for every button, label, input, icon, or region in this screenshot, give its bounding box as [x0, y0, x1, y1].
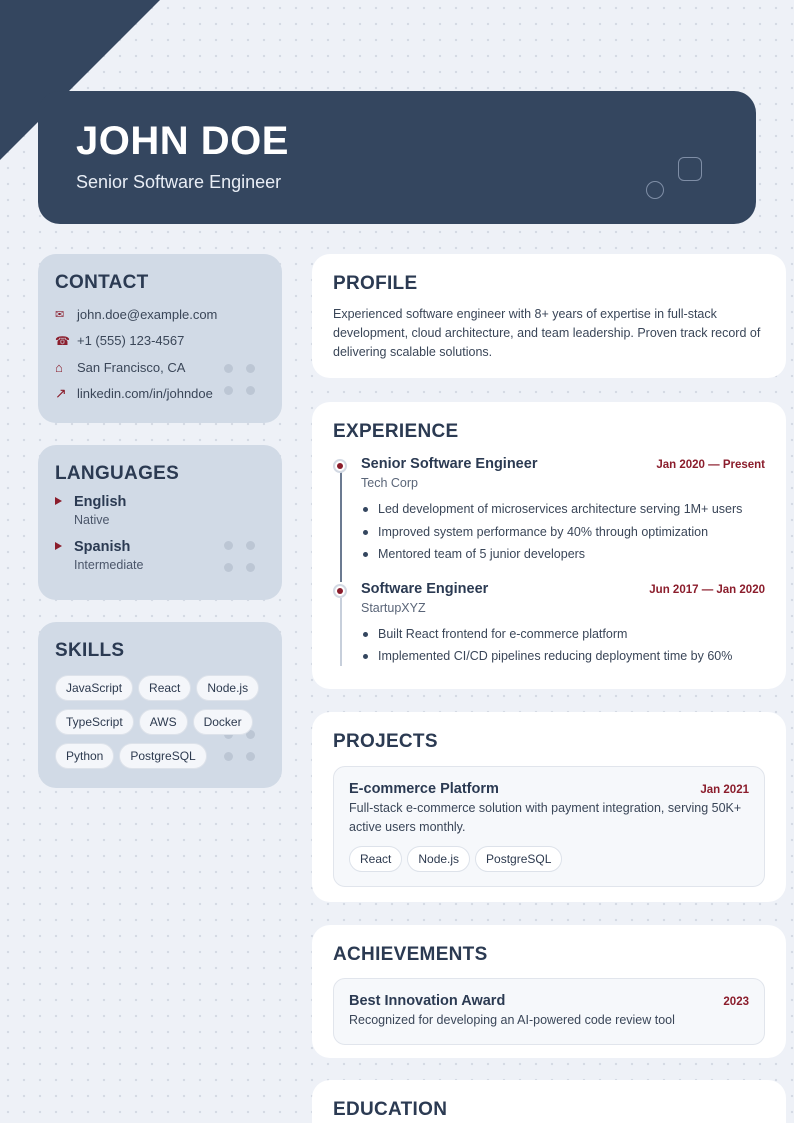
project-date: Jan 2021 — [700, 784, 749, 796]
skill-chip: React — [138, 675, 191, 701]
achievement-description: Recognized for developing an AI-powered code review tool — [349, 1013, 675, 1027]
language-name: English — [74, 494, 127, 510]
experience-bullet: Implemented CI/CD pipelines reducing deployment time by 60% — [361, 645, 765, 668]
project-tag: PostgreSQL — [475, 846, 562, 872]
experience-bullet: Built React frontend for e-commerce platform — [361, 623, 765, 646]
contact-heading: CONTACT — [55, 272, 149, 293]
phone-icon: ☎ — [55, 333, 70, 348]
job-title: Senior Software Engineer — [76, 172, 282, 192]
experience-date: Jan 2020 — Present — [656, 459, 765, 471]
profile-heading: PROFILE — [333, 273, 418, 294]
experience-company: Tech Corp — [361, 476, 418, 490]
skill-chip: Docker — [193, 709, 253, 735]
contact-linkedin-text: linkedin.com/in/johndoe — [77, 386, 213, 402]
experience-card — [312, 402, 786, 689]
experience-item — [333, 456, 765, 566]
experience-date: Jun 2017 — Jan 2020 — [649, 583, 765, 596]
contact-phone[interactable] — [55, 328, 265, 355]
projects-heading: PROJECTS — [333, 731, 438, 752]
resume-header — [38, 91, 756, 224]
language-level: Intermediate — [74, 558, 144, 572]
skills-heading: SKILLS — [55, 640, 125, 661]
full-name: JOHN DOE — [76, 119, 289, 163]
experience-bullets — [361, 498, 765, 566]
achievements-heading: ACHIEVEMENTS — [333, 944, 488, 965]
contact-location-text: San Francisco, CA — [77, 359, 186, 375]
timeline-dot-icon — [333, 459, 347, 473]
experience-bullets — [361, 623, 765, 668]
timeline-dot-icon — [333, 584, 347, 598]
contact-phone-text: +1 (555) 123-4567 — [77, 333, 185, 349]
header-decoration-square — [678, 157, 702, 181]
project-tag: React — [349, 846, 402, 872]
project-description: Full-stack e-commerce solution with payment integration, serving 50K+ active users monthly. — [349, 801, 742, 834]
project-tag: Node.js — [407, 846, 470, 872]
project-title: E-commerce Platform — [349, 781, 499, 797]
experience-title: Software Engineer — [361, 580, 489, 597]
contact-card — [38, 254, 282, 423]
experience-bullet: Mentored team of 5 junior developers — [361, 543, 765, 566]
achievement-date: 2023 — [723, 996, 749, 1008]
profile-card — [312, 254, 786, 378]
language-item — [55, 494, 265, 527]
skill-chip: TypeScript — [55, 709, 134, 735]
skill-chip: Node.js — [196, 675, 259, 701]
education-heading: EDUCATION — [333, 1099, 448, 1120]
experience-company: StartupXYZ — [361, 600, 426, 615]
triangle-bullet-icon — [55, 497, 62, 505]
skill-chip: AWS — [139, 709, 188, 735]
external-link-icon: ↗ — [55, 385, 67, 402]
project-tags — [349, 846, 749, 872]
profile-summary: Experienced software engineer with 8+ years of expertise in full-stack development, cloud architecture, and team leadership. Proven track record of delivering scalable solutions. — [333, 307, 761, 359]
experience-bullet: Led development of microservices architecture serving 1M+ users — [361, 498, 765, 521]
skills-list — [55, 675, 265, 769]
dots-decoration — [224, 364, 258, 398]
envelope-icon: ✉ — [55, 308, 65, 321]
languages-card — [38, 445, 282, 600]
experience-title: Senior Software Engineer — [361, 456, 538, 472]
header-decoration-circle — [646, 181, 664, 199]
triangle-bullet-icon — [55, 542, 62, 550]
skill-chip: JavaScript — [55, 675, 133, 701]
experience-item — [333, 581, 765, 668]
projects-card — [312, 712, 786, 902]
language-name: Spanish — [74, 539, 131, 555]
experience-heading: EXPERIENCE — [333, 421, 459, 442]
skills-card — [38, 622, 282, 788]
contact-email-text: john.doe@example.com — [77, 306, 218, 322]
skill-chip: Python — [55, 743, 114, 769]
experience-bullet: Improved system performance by 40% through optimization — [361, 521, 765, 544]
language-level: Native — [74, 513, 110, 527]
home-icon: ⌂ — [55, 359, 63, 375]
skill-chip: PostgreSQL — [119, 743, 206, 769]
dots-decoration — [224, 541, 258, 575]
education-card — [312, 1080, 786, 1123]
contact-email[interactable] — [55, 301, 265, 328]
achievements-card — [312, 925, 786, 1058]
achievement-item — [333, 978, 765, 1045]
languages-heading: LANGUAGES — [55, 463, 180, 484]
project-item — [333, 766, 765, 887]
achievement-title: Best Innovation Award — [349, 993, 506, 1009]
